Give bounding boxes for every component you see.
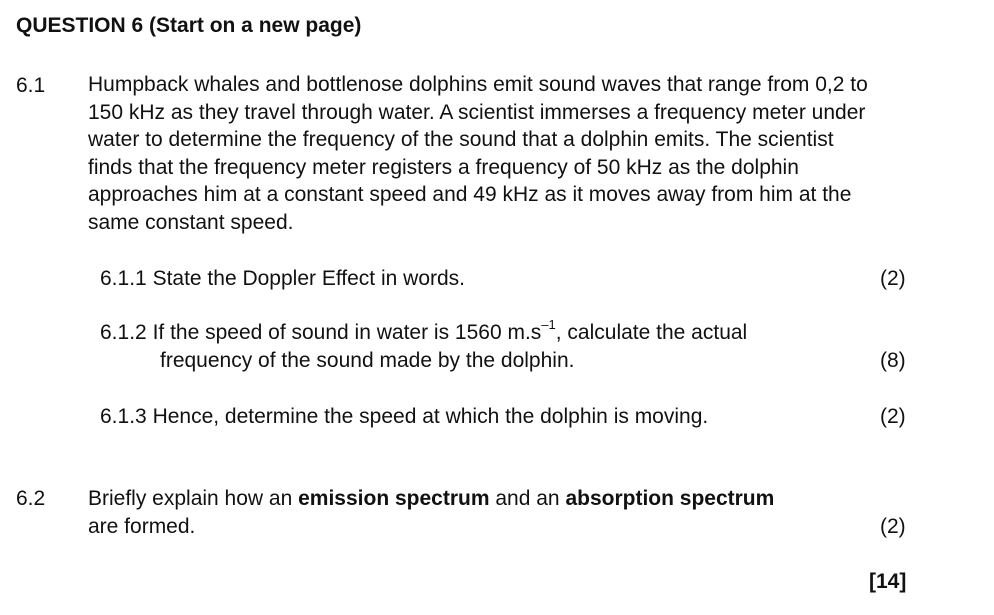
question-6-2-text <box>88 485 774 513</box>
marks-6-1-2: (8) <box>880 349 906 372</box>
sub-question-text: If the speed of sound in water is 1560 m.s <box>152 321 542 344</box>
q6-1-line: finds that the frequency meter registers a frequency of 50 kHz as the dolphin <box>88 155 799 179</box>
q6-1-line: same constant speed. <box>88 210 294 234</box>
sub-question-6-1-3 <box>100 403 708 431</box>
sub-question-number: 6.1.2 <box>100 321 147 344</box>
q6-1-line: Humpback whales and bottlenose dolphins emit sound waves that range from 0,2 to <box>88 73 868 96</box>
q6-1-line: water to determine the frequency of the sound that a dolphin emits. The scientist <box>88 128 834 151</box>
sub-question-text: , calculate the actual <box>555 321 748 344</box>
question-6-1-text <box>88 71 978 236</box>
sub-question-6-1-1 <box>100 265 465 293</box>
q6-1-line: 150 kHz as they travel through water. A scientist immerses a frequency meter under <box>88 100 866 124</box>
question-number-6-1: 6.1 <box>16 74 46 97</box>
superscript: –1 <box>541 317 556 332</box>
question-total-marks: [14] <box>869 570 907 593</box>
sub-question-6-1-2 <box>100 319 747 347</box>
q6-1-line: approaches him at a constant speed and 49 kHz as it moves away from him at the <box>88 183 852 206</box>
question-number-6-2: 6.2 <box>16 487 46 510</box>
marks-6-1-3: (2) <box>880 405 906 428</box>
question-title: QUESTION 6 (Start on a new page) <box>16 14 362 37</box>
absorption-spectrum-term: absorption spectrum <box>565 487 775 510</box>
question-6-2-line2: are formed. <box>88 515 196 538</box>
q6-2-text-part: and an <box>489 487 566 510</box>
q6-2-text-part: Briefly explain how an <box>88 487 299 510</box>
sub-question-text: State the Doppler Effect in words. <box>152 267 466 290</box>
sub-question-number: 6.1.3 <box>100 405 147 428</box>
marks-6-2: (2) <box>880 515 906 538</box>
sub-question-number: 6.1.1 <box>100 267 147 290</box>
sub-question-6-1-2-line2: frequency of the sound made by the dolphin. <box>160 349 575 372</box>
emission-spectrum-term: emission spectrum <box>298 487 490 510</box>
marks-6-1-1: (2) <box>880 267 906 290</box>
sub-question-text: Hence, determine the speed at which the dolphin is moving. <box>152 405 709 428</box>
